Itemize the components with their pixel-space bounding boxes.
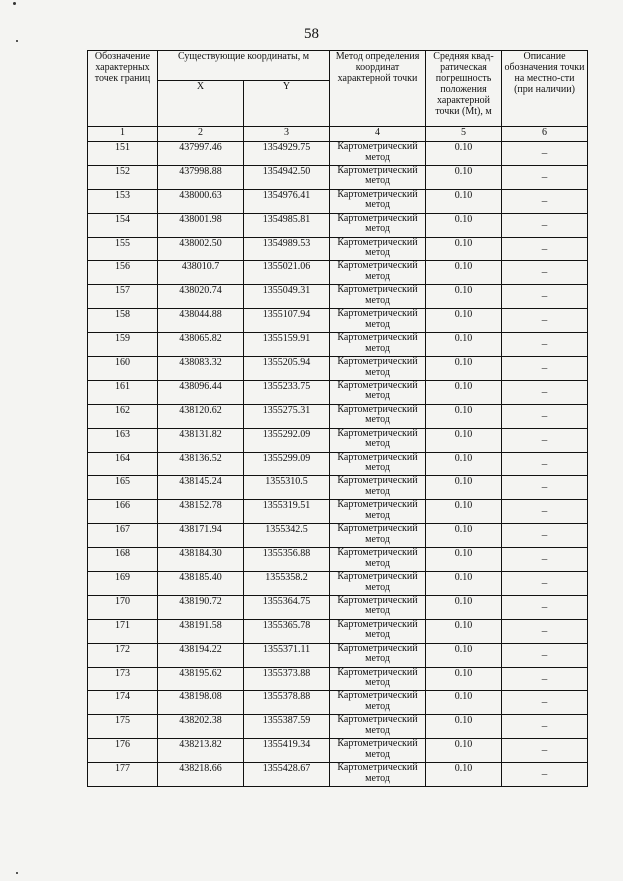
- point-cell: 174: [88, 691, 158, 715]
- description-cell: –: [502, 500, 588, 524]
- y-cell: 1355371.11: [244, 643, 330, 667]
- x-cell: 438198.08: [158, 691, 244, 715]
- method-cell: Картометрический метод: [330, 476, 426, 500]
- coordinates-table: [87, 50, 588, 787]
- x-cell: 438131.82: [158, 428, 244, 452]
- method-cell: Картометрический метод: [330, 643, 426, 667]
- y-cell: 1355159.91: [244, 333, 330, 357]
- mean-error-cell: 0.10: [426, 380, 502, 404]
- method-cell: Картометрический метод: [330, 715, 426, 739]
- header-point-designation: Обозначение характерных точек границ: [88, 51, 158, 127]
- y-cell: 1355419.34: [244, 739, 330, 763]
- method-cell: Картометрический метод: [330, 595, 426, 619]
- table-row: [88, 142, 588, 166]
- point-cell: 177: [88, 763, 158, 787]
- method-cell: Картометрический метод: [330, 309, 426, 333]
- mean-error-cell: 0.10: [426, 452, 502, 476]
- point-cell: 168: [88, 548, 158, 572]
- point-cell: 175: [88, 715, 158, 739]
- description-cell: –: [502, 380, 588, 404]
- scan-speck: [13, 2, 16, 5]
- description-cell: –: [502, 763, 588, 787]
- description-cell: –: [502, 333, 588, 357]
- column-number: 4: [330, 127, 426, 142]
- x-cell: 438152.78: [158, 500, 244, 524]
- description-cell: –: [502, 213, 588, 237]
- y-cell: 1355319.51: [244, 500, 330, 524]
- description-cell: –: [502, 476, 588, 500]
- x-cell: 438002.50: [158, 237, 244, 261]
- point-cell: 163: [88, 428, 158, 452]
- y-cell: 1355107.94: [244, 309, 330, 333]
- mean-error-cell: 0.10: [426, 739, 502, 763]
- point-cell: 154: [88, 213, 158, 237]
- mean-error-cell: 0.10: [426, 357, 502, 381]
- description-cell: –: [502, 691, 588, 715]
- table-row: [88, 333, 588, 357]
- mean-error-cell: 0.10: [426, 476, 502, 500]
- mean-error-cell: 0.10: [426, 548, 502, 572]
- margin-mark: [16, 872, 18, 874]
- y-cell: 1354929.75: [244, 142, 330, 166]
- point-cell: 158: [88, 309, 158, 333]
- description-cell: –: [502, 524, 588, 548]
- y-cell: 1355358.2: [244, 572, 330, 596]
- mean-error-cell: 0.10: [426, 595, 502, 619]
- x-cell: 438202.38: [158, 715, 244, 739]
- table-row: [88, 572, 588, 596]
- point-cell: 152: [88, 165, 158, 189]
- method-cell: Картометрический метод: [330, 572, 426, 596]
- description-cell: –: [502, 667, 588, 691]
- mean-error-cell: 0.10: [426, 524, 502, 548]
- table-row: [88, 476, 588, 500]
- point-cell: 151: [88, 142, 158, 166]
- x-cell: 437997.46: [158, 142, 244, 166]
- method-cell: Картометрический метод: [330, 237, 426, 261]
- x-cell: 438083.32: [158, 357, 244, 381]
- y-cell: 1355364.75: [244, 595, 330, 619]
- description-cell: –: [502, 643, 588, 667]
- x-cell: 438191.58: [158, 619, 244, 643]
- column-number: 6: [502, 127, 588, 142]
- mean-error-cell: 0.10: [426, 643, 502, 667]
- method-cell: Картометрический метод: [330, 213, 426, 237]
- method-cell: Картометрический метод: [330, 285, 426, 309]
- mean-error-cell: 0.10: [426, 165, 502, 189]
- mean-error-cell: 0.10: [426, 285, 502, 309]
- point-cell: 167: [88, 524, 158, 548]
- point-cell: 166: [88, 500, 158, 524]
- table-row: [88, 619, 588, 643]
- method-cell: Картометрический метод: [330, 357, 426, 381]
- table-row: [88, 189, 588, 213]
- table-row: [88, 595, 588, 619]
- table-row: [88, 380, 588, 404]
- y-cell: 1355342.5: [244, 524, 330, 548]
- point-cell: 172: [88, 643, 158, 667]
- description-cell: –: [502, 452, 588, 476]
- mean-error-cell: 0.10: [426, 261, 502, 285]
- table-row: [88, 213, 588, 237]
- y-cell: 1355310.5: [244, 476, 330, 500]
- description-cell: –: [502, 595, 588, 619]
- description-cell: –: [502, 548, 588, 572]
- x-cell: 438000.63: [158, 189, 244, 213]
- table-row: [88, 237, 588, 261]
- header-mean-error: Средняя квад-ратическая погрешность положения характерной точки (Mt), м: [426, 51, 502, 127]
- description-cell: –: [502, 261, 588, 285]
- method-cell: Картометрический метод: [330, 380, 426, 404]
- y-cell: 1354985.81: [244, 213, 330, 237]
- y-cell: 1355233.75: [244, 380, 330, 404]
- y-cell: 1354942.50: [244, 165, 330, 189]
- method-cell: Картометрический метод: [330, 333, 426, 357]
- y-cell: 1355275.31: [244, 404, 330, 428]
- description-cell: –: [502, 285, 588, 309]
- y-cell: 1355378.88: [244, 691, 330, 715]
- table-row: [88, 763, 588, 787]
- y-cell: 1355205.94: [244, 357, 330, 381]
- x-cell: 438010.7: [158, 261, 244, 285]
- point-cell: 164: [88, 452, 158, 476]
- y-cell: 1355049.31: [244, 285, 330, 309]
- header-y: Y: [244, 81, 330, 127]
- y-cell: 1355292.09: [244, 428, 330, 452]
- y-cell: 1354976.41: [244, 189, 330, 213]
- header-description: Описание обозначения точки на местно-сти (при наличии): [502, 51, 588, 127]
- method-cell: Картометрический метод: [330, 261, 426, 285]
- x-cell: 438136.52: [158, 452, 244, 476]
- x-cell: 437998.88: [158, 165, 244, 189]
- point-cell: 157: [88, 285, 158, 309]
- method-cell: Картометрический метод: [330, 500, 426, 524]
- mean-error-cell: 0.10: [426, 572, 502, 596]
- description-cell: –: [502, 237, 588, 261]
- point-cell: 156: [88, 261, 158, 285]
- mean-error-cell: 0.10: [426, 309, 502, 333]
- y-cell: 1355428.67: [244, 763, 330, 787]
- mean-error-cell: 0.10: [426, 763, 502, 787]
- table-row: [88, 524, 588, 548]
- header-existing-coords: Существующие координаты, м: [158, 51, 330, 81]
- x-cell: 438096.44: [158, 380, 244, 404]
- method-cell: Картометрический метод: [330, 189, 426, 213]
- y-cell: 1355373.88: [244, 667, 330, 691]
- x-cell: 438020.74: [158, 285, 244, 309]
- x-cell: 438120.62: [158, 404, 244, 428]
- point-cell: 155: [88, 237, 158, 261]
- table-row: [88, 428, 588, 452]
- point-cell: 171: [88, 619, 158, 643]
- y-cell: 1355356.88: [244, 548, 330, 572]
- method-cell: Картометрический метод: [330, 452, 426, 476]
- mean-error-cell: 0.10: [426, 213, 502, 237]
- method-cell: Картометрический метод: [330, 165, 426, 189]
- x-cell: 438001.98: [158, 213, 244, 237]
- method-cell: Картометрический метод: [330, 691, 426, 715]
- x-cell: 438190.72: [158, 595, 244, 619]
- mean-error-cell: 0.10: [426, 237, 502, 261]
- x-cell: 438185.40: [158, 572, 244, 596]
- point-cell: 153: [88, 189, 158, 213]
- header-x: X: [158, 81, 244, 127]
- mean-error-cell: 0.10: [426, 333, 502, 357]
- y-cell: 1354989.53: [244, 237, 330, 261]
- y-cell: 1355365.78: [244, 619, 330, 643]
- description-cell: –: [502, 619, 588, 643]
- x-cell: 438213.82: [158, 739, 244, 763]
- method-cell: Картометрический метод: [330, 524, 426, 548]
- point-cell: 173: [88, 667, 158, 691]
- description-cell: –: [502, 428, 588, 452]
- column-number: 3: [244, 127, 330, 142]
- method-cell: Картометрический метод: [330, 619, 426, 643]
- column-number: 1: [88, 127, 158, 142]
- method-cell: Картометрический метод: [330, 763, 426, 787]
- table-row: [88, 739, 588, 763]
- table-row: [88, 691, 588, 715]
- x-cell: 438195.62: [158, 667, 244, 691]
- description-cell: –: [502, 357, 588, 381]
- point-cell: 165: [88, 476, 158, 500]
- y-cell: 1355299.09: [244, 452, 330, 476]
- point-cell: 169: [88, 572, 158, 596]
- x-cell: 438171.94: [158, 524, 244, 548]
- description-cell: –: [502, 739, 588, 763]
- table-body: [88, 142, 588, 787]
- mean-error-cell: 0.10: [426, 619, 502, 643]
- point-cell: 162: [88, 404, 158, 428]
- x-cell: 438184.30: [158, 548, 244, 572]
- method-cell: Картометрический метод: [330, 739, 426, 763]
- point-cell: 161: [88, 380, 158, 404]
- x-cell: 438065.82: [158, 333, 244, 357]
- mean-error-cell: 0.10: [426, 428, 502, 452]
- table-row: [88, 404, 588, 428]
- point-cell: 160: [88, 357, 158, 381]
- description-cell: –: [502, 142, 588, 166]
- mean-error-cell: 0.10: [426, 142, 502, 166]
- mean-error-cell: 0.10: [426, 691, 502, 715]
- page-number: 58: [304, 26, 319, 42]
- method-cell: Картометрический метод: [330, 404, 426, 428]
- table-row: [88, 548, 588, 572]
- description-cell: –: [502, 715, 588, 739]
- description-cell: –: [502, 189, 588, 213]
- mean-error-cell: 0.10: [426, 189, 502, 213]
- table-row: [88, 165, 588, 189]
- table-row: [88, 667, 588, 691]
- table-row: [88, 643, 588, 667]
- description-cell: –: [502, 404, 588, 428]
- x-cell: 438218.66: [158, 763, 244, 787]
- table-row: [88, 261, 588, 285]
- description-cell: –: [502, 309, 588, 333]
- x-cell: 438044.88: [158, 309, 244, 333]
- point-cell: 176: [88, 739, 158, 763]
- header-method: Метод определения координат характерной точки: [330, 51, 426, 127]
- x-cell: 438145.24: [158, 476, 244, 500]
- table-row: [88, 500, 588, 524]
- x-cell: 438194.22: [158, 643, 244, 667]
- mean-error-cell: 0.10: [426, 667, 502, 691]
- table-row: [88, 357, 588, 381]
- method-cell: Картометрический метод: [330, 667, 426, 691]
- column-number: 2: [158, 127, 244, 142]
- description-cell: –: [502, 572, 588, 596]
- y-cell: 1355387.59: [244, 715, 330, 739]
- mean-error-cell: 0.10: [426, 715, 502, 739]
- description-cell: –: [502, 165, 588, 189]
- mean-error-cell: 0.10: [426, 404, 502, 428]
- point-cell: 170: [88, 595, 158, 619]
- method-cell: Картометрический метод: [330, 548, 426, 572]
- table-row: [88, 715, 588, 739]
- method-cell: Картометрический метод: [330, 428, 426, 452]
- table-row: [88, 285, 588, 309]
- y-cell: 1355021.06: [244, 261, 330, 285]
- mean-error-cell: 0.10: [426, 500, 502, 524]
- table-row: [88, 309, 588, 333]
- method-cell: Картометрический метод: [330, 142, 426, 166]
- column-number: 5: [426, 127, 502, 142]
- table-row: [88, 452, 588, 476]
- point-cell: 159: [88, 333, 158, 357]
